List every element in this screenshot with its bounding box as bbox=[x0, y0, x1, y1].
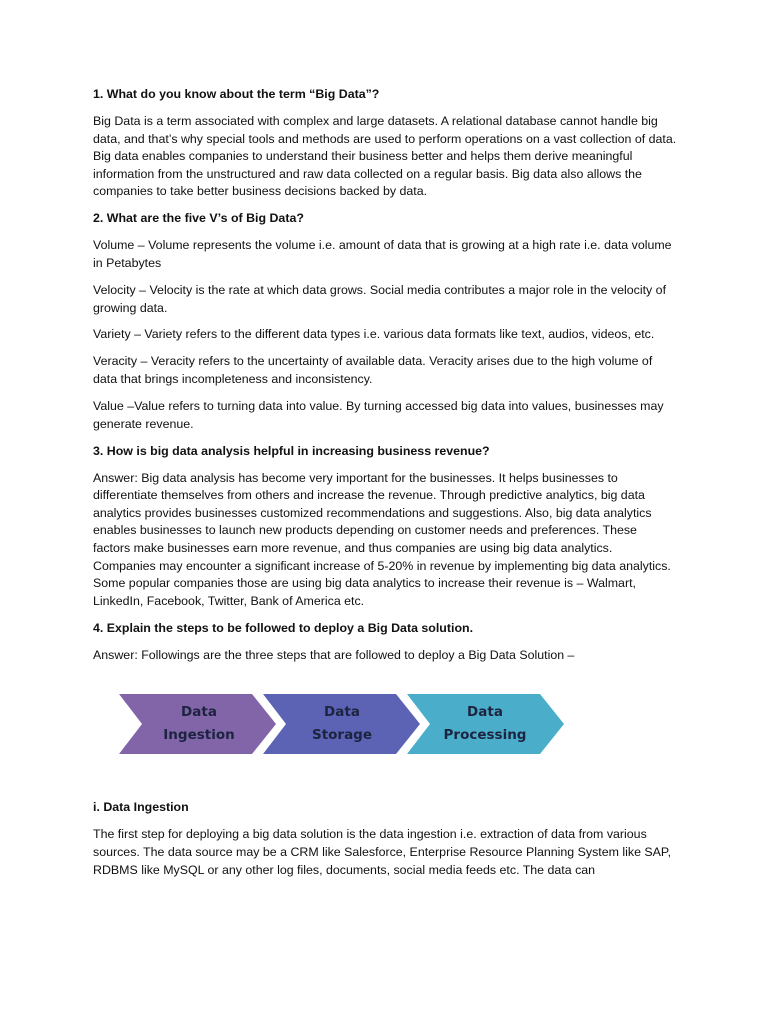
v-volume: Volume – Volume represents the volume i.e. amount of data that is growing at a high rate i.e. data volume in Petabytes bbox=[93, 238, 672, 270]
step-2-label bbox=[282, 694, 402, 754]
question-1-heading: 1. What do you know about the term “Big Data”? bbox=[93, 87, 380, 101]
step-2-line1: Data bbox=[324, 704, 360, 721]
step-1-line1: Data bbox=[181, 704, 217, 721]
v-veracity: Veracity – Veracity refers to the uncertainty of available data. Veracity arises due to the high volume of data that brings incompleteness and inconsistency. bbox=[93, 354, 653, 387]
sub-i-body: The first step for deploying a big data solution is the data ingestion i.e. extraction of data from various sources. The data source may be a CRM like Salesforce, Enterprise Resource Planning System like SAP, RDBMS like MySQL or any other log files, documents, social media feeds etc. The data can bbox=[93, 827, 672, 877]
v-variety: Variety – Variety refers to the different data types i.e. various data formats like text, audios, videos, etc. bbox=[93, 327, 655, 342]
v-velocity: Velocity – Velocity is the rate at which data grows. Social media contributes a major role in the velocity of growing data. bbox=[93, 282, 667, 315]
step-3-line1: Data bbox=[467, 704, 503, 721]
question-3-heading: 3. How is big data analysis helpful in increasing business revenue? bbox=[93, 443, 490, 458]
v-value: Value –Value refers to turning data into value. By turning accessed big data into values, businesses may generate revenue. bbox=[93, 399, 664, 431]
step-1-line2: Ingestion bbox=[163, 727, 235, 744]
question-4-answer: Answer: Followings are the three steps that are followed to deploy a Big Data Solution – bbox=[93, 647, 575, 662]
step-2-line2: Storage bbox=[311, 727, 373, 744]
question-1-answer: Big Data is a term associated with complex and large datasets. A relational database cannot handle big data, and that’s why special tools and methods are used to perform operations on a vast collection of data. Big data enables companies to understand their business better and helps them derive meaningful information from the unstructured and raw data collected on a regular basis. Big data also allows the companies to take better business decisions backed by data. bbox=[93, 113, 677, 199]
step-3-label bbox=[425, 694, 545, 754]
step-3-line2: Processing bbox=[443, 727, 527, 744]
sub-i-heading: i. Data Ingestion bbox=[93, 800, 189, 815]
question-3-answer: Answer: Big data analysis has become very important for the businesses. It helps businesses to differentiate themselves from others and increase the revenue. Through predictive analytics, big data analytics provides businesses customized recommendations and suggestions. Also, big data analytics enables businesses to launch new products depending on customer needs and preferences. These factors make businesses earn more revenue, and thus companies are using big data analytics. Companies may encounter a significant increase of 5-20% in revenue by implementing big data analytics. Some popular companies those are using big data analytics to increase their revenue is – Walmart, LinkedIn, Facebook, Twitter, Bank of America etc. bbox=[93, 470, 671, 608]
document-page bbox=[93, 86, 677, 888]
step-1-label bbox=[139, 694, 259, 754]
deployment-steps-diagram bbox=[119, 694, 589, 754]
question-4-heading: 4. Explain the steps to be followed to deploy a Big Data solution. bbox=[93, 620, 474, 635]
question-2-heading: 2. What are the five V’s of Big Data? bbox=[93, 211, 304, 226]
